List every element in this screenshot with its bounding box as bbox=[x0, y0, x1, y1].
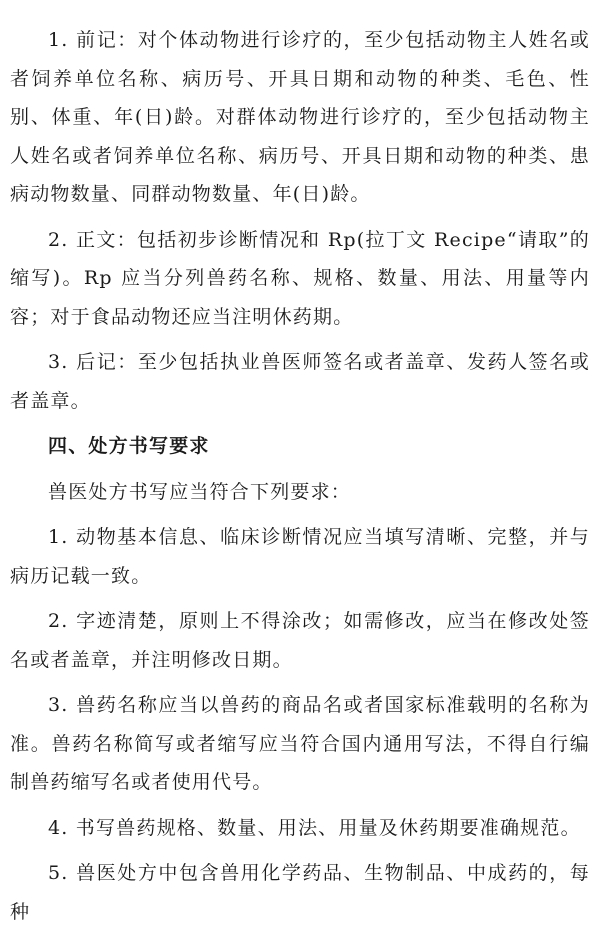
requirement-item: 4. 书写兽药规格、数量、用法、用量及休药期要准确规范。 bbox=[48, 816, 581, 839]
requirement-item: 2. 字迹清楚，原则上不得涂改；如需修改，应当在修改处签名或者盖章，并注明修改日期。 bbox=[10, 610, 590, 671]
requirement-item: 5. 兽医处方中包含兽用化学药品、生物制品、中成药的，每种 bbox=[10, 862, 590, 923]
section-heading: 四、处方书写要求 bbox=[48, 435, 210, 457]
paragraph-body: 2. 正文：包括初步诊断情况和 Rp(拉丁文 Recipe“请取”的缩写)。Rp 应当分列兽药名称、规格、数量、用法、用量等内容；对于食品动物还应当注明休药期。 bbox=[10, 228, 590, 328]
paragraph-preface: 1. 前记：对个体动物进行诊疗的，至少包括动物主人姓名或者饲养单位名称、病历号、开具日期和动物的种类、毛色、性别、体重、年(日)龄。对群体动物进行诊疗的，至少包括动物主人姓名或者饲养单位名称、病历号、开具日期和动物的种类、患病动物数量、同群动物数量、年(日)龄。 bbox=[10, 29, 590, 205]
requirement-item: 3. 兽药名称应当以兽药的商品名或者国家标准载明的名称为准。兽药名称简写或者缩写应当符合国内通用写法，不得自行编制兽药缩写名或者使用代号。 bbox=[10, 694, 590, 793]
paragraph-postscript: 3. 后记：至少包括执业兽医师签名或者盖章、发药人签名或者盖章。 bbox=[10, 351, 590, 412]
requirement-item: 1. 动物基本信息、临床诊断情况应当填写清晰、完整，并与病历记载一致。 bbox=[10, 526, 590, 587]
section-intro: 兽医处方书写应当符合下列要求： bbox=[48, 480, 352, 503]
